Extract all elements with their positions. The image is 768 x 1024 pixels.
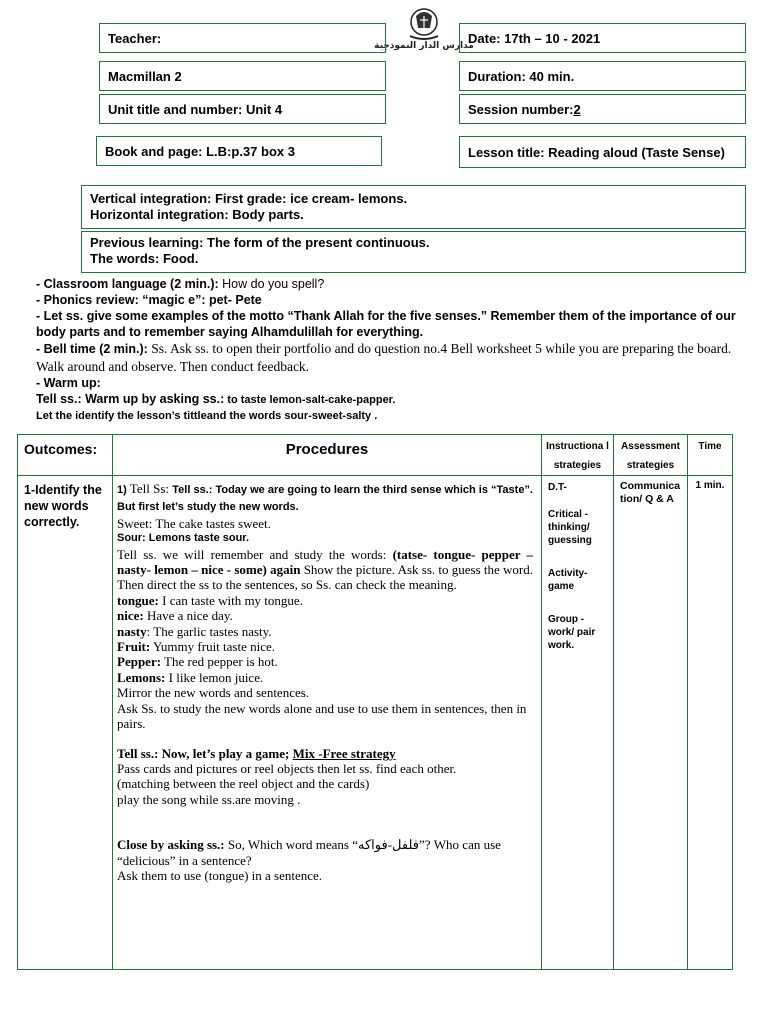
instructional-header: Instructiona l strategies	[542, 435, 614, 476]
lesson-field: Lesson title: Reading aloud (Taste Sense)	[459, 136, 746, 168]
previous-learning-box: Previous learning: The form of the present continuous. The words: Food.	[81, 231, 746, 273]
assessment-header: Assessment strategies	[614, 435, 688, 476]
unit-field: Unit title and number: Unit 4	[99, 94, 386, 124]
outcome-cell: 1-Identify the new words correctly.	[18, 476, 113, 970]
assessment-cell: Communica tion/ Q & A	[614, 476, 688, 970]
duration-field: Duration: 40 min.	[459, 61, 746, 91]
time-header: Time	[688, 435, 733, 476]
time-cell: 1 min.	[688, 476, 733, 970]
lesson-notes: - Classroom language (2 min.): How do you spell? - Phonics review: “magic e”: pet- Pete - Let ss. give some examples of the motto “Thank Allah for the five senses.” Remember them of the importance of our body parts and to remember saying Alhamdulillah for everything. - Bell time (2 min.): Ss. Ask ss. to open their portfolio and do question no.4 Bell worksheet 5 while you are preparing the board. Walk around and observe. Then conduct feedback. - Warm up: Tell ss.: Warm up by asking ss.: to taste lemon-salt-cake-papper. Let the identify the lesson’s tittleand the words sour-sweet-salty .	[36, 277, 736, 422]
instructional-cell: D.T- Critical - thinking/ guessing Activity- game Group - work/ pair work.	[542, 476, 614, 970]
book-field: Book and page: L.B:p.37 box 3	[96, 136, 382, 166]
course-field: Macmillan 2	[99, 61, 386, 91]
date-field: Date: 17th – 10 - 2021	[459, 23, 746, 53]
integration-box: Vertical integration: First grade: ice cream- lemons. Horizontal integration: Body parts.	[81, 185, 746, 229]
procedures-table	[17, 434, 733, 970]
school-logo	[374, 6, 474, 51]
svg-text:مدارس الدار النموذجية: مدارس الدار النموذجية	[374, 41, 474, 51]
procedure-cell: 1) Tell Ss: Tell ss.: Today we are going to learn the third sense which is “Taste”. But first let’s study the new words. Sweet: The cake tastes sweet. Sour: Lemons taste sour. Tell ss. we will remember and study the words: (tatse- tongue- pepper – nasty- lemon – nice - some) again Show the picture. Ask ss. to guess the word. Then direct the ss to the sentences, so Ss. can check the meaning. tongue: I can taste with my tongue. nice: Have a nice day. nasty: The garlic tastes nasty. Fruit: Yummy fruit taste nice. Pepper: The red pepper is hot. Lemons: I like lemon juice. Mirror the new words and sentences. Ask Ss. to study the new words alone and use to use them in sentences, then in pairs. Tell ss.: Now, let’s play a game; Mix -Free strategy Pass cards and pictures or reel objects then let ss. find each other. (matching between the reel object and the cards) play the song while ss.are moving . Close by asking ss.: So, Which word means “فلفل-فواكه”? Who can use “delicious” in a sentence? Ask them to use (tongue) in a sentence.	[113, 476, 542, 970]
teacher-field: Teacher:	[99, 23, 386, 53]
procedures-header: Procedures	[113, 435, 542, 476]
session-field: Session number: 2	[459, 94, 746, 124]
outcomes-header: Outcomes:	[18, 435, 113, 476]
